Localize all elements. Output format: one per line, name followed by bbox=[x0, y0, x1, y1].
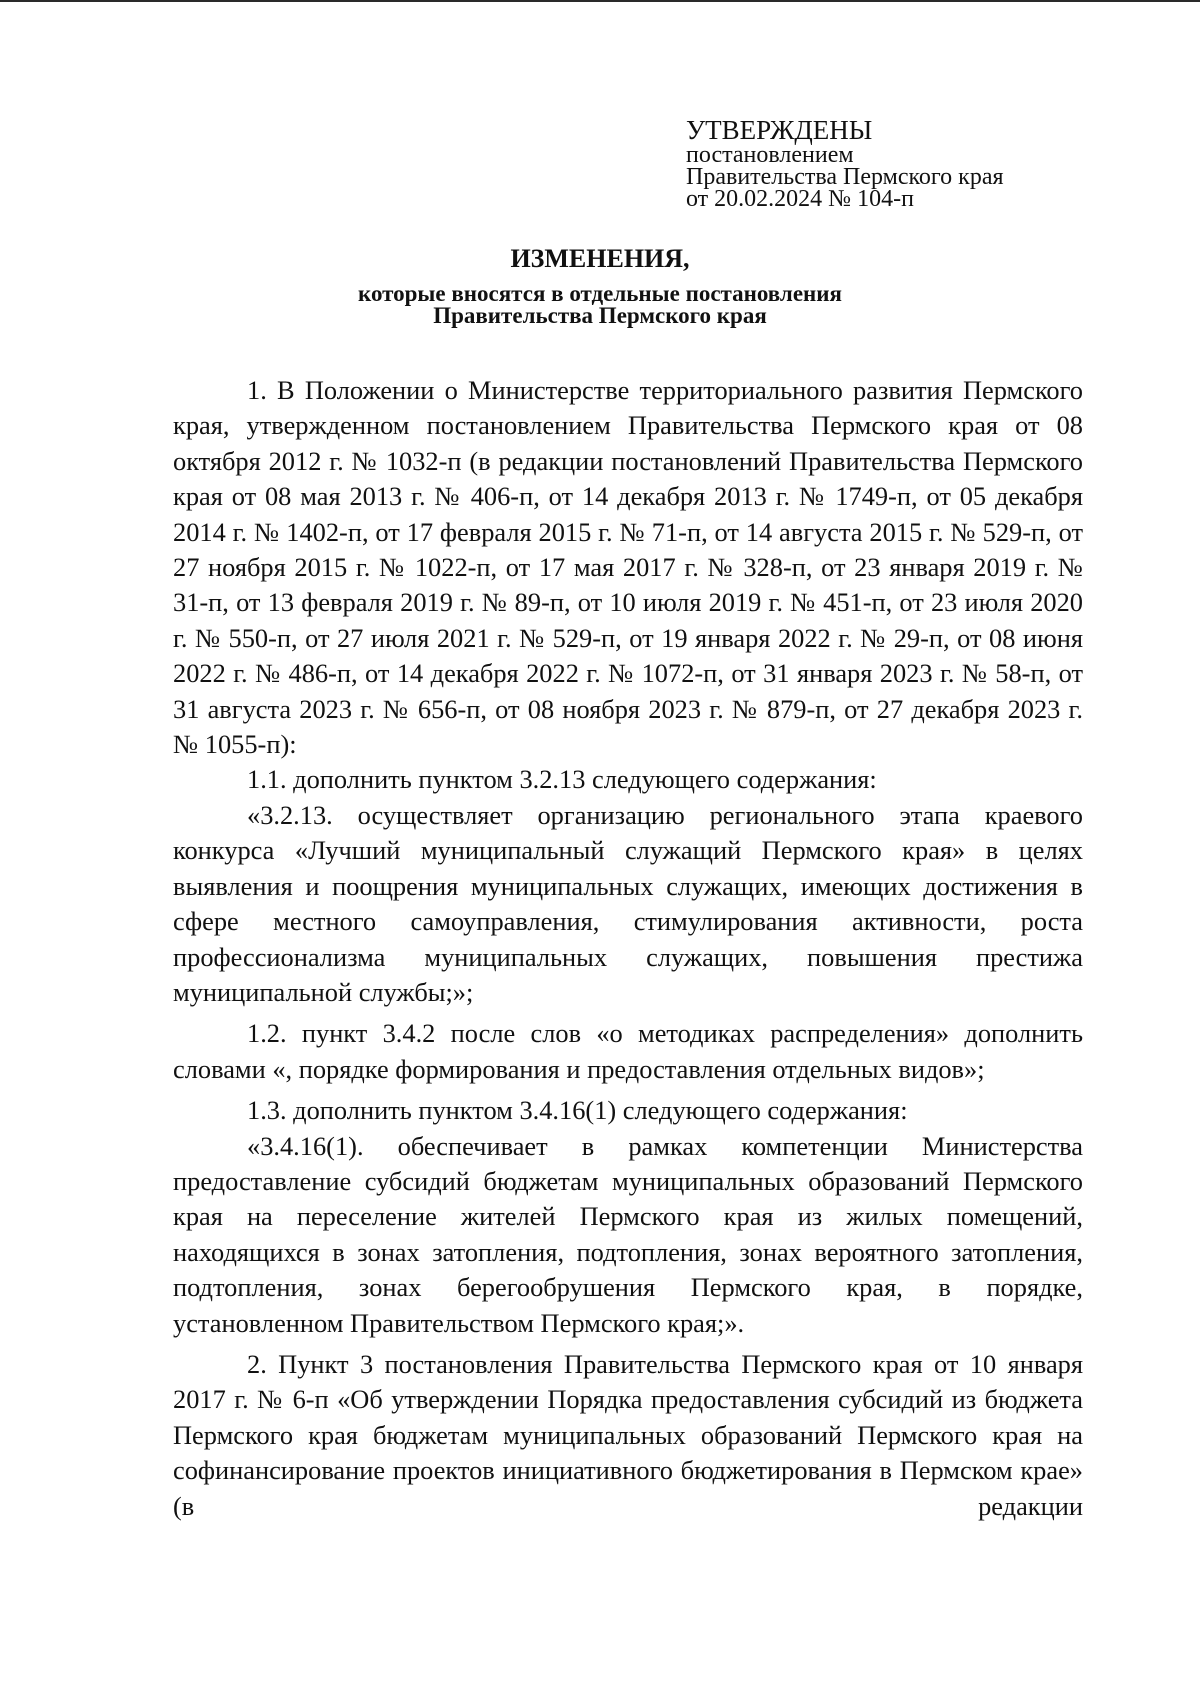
approval-line-2: Правительства Пермского края bbox=[686, 164, 1004, 190]
paragraph-1: 1. В Положении о Министерстве территориального развития Пермского края, утвержденном постановлением Правительства Пермского края от 08 октября 2012 г. № 1032-п (в редакции постановлений Правительства Пермского края от 08 мая 2013 г. № 406-п, от 14 декабря 2013 г. № 1749-п, от 05 декабря 2014 г. № 1402-п, от 17 февраля 2015 г. № 71-п, от 14 августа 2015 г. № 529-п, от 27 ноября 2015 г. № 1022-п, от 17 мая 2017 г. № 328-п, от 23 января 2019 г. № 31-п, от 13 февраля 2019 г. № 89-п, от 10 июля 2019 г. № 451-п, от 23 июля 2020 г. № 550-п, от 27 июля 2021 г. № 529-п, от 19 января 2022 г. № 29-п, от 08 июня 2022 г. № 486-п, от 14 декабря 2022 г. № 1072-п, от 31 января 2023 г. № 58-п, от 31 августа 2023 г. № 656-п, от 08 ноября 2023 г. № 879-п, от 27 декабря 2023 г. № 1055-п): bbox=[173, 375, 1083, 760]
paragraph-3-2-13: «3.2.13. осуществляет организацию регионального этапа краевого конкурса «Лучший муниципальный служащий Пермского края» в целях выявления и поощрения муниципальных служащих, имеющих достижения в сфере местного самоуправления, стимулирования активности, роста профессионализма муниципальных служащих, повышения престижа муниципальной службы;»; bbox=[173, 799, 1083, 1007]
paragraph-1-2: 1.2. пункт 3.4.2 после слов «о методиках распределения» дополнить словами «, порядке формирования и предоставления отдельных видов»; bbox=[173, 1018, 1083, 1084]
paragraph-3-4-16: «3.4.16(1). обеспечивает в рамках компетенции Министерства предоставление субсидий бюджетам муниципальных образований Пермского края на переселение жителей Пермского края из жилых помещений, находящихся в зонах затопления, подтопления, зонах вероятного затопления, подтопления, зонах берегообрушения Пермского края, в порядке, установленном Правительством Пермского края;». bbox=[173, 1130, 1083, 1338]
subtitle-line-2: Правительства Пермского края bbox=[433, 303, 767, 328]
approval-line-1: постановлением bbox=[686, 142, 854, 168]
paragraph-1-1: 1.1. дополнить пунктом 3.2.13 следующего содержания: bbox=[247, 764, 877, 795]
document-title: ИЗМЕНЕНИЯ, bbox=[510, 244, 690, 273]
document-body bbox=[173, 373, 1083, 1524]
approval-stamp bbox=[686, 116, 1004, 210]
approval-line-3: от 20.02.2024 № 104-п bbox=[686, 186, 914, 212]
paragraph-1-3: 1.3. дополнить пунктом 3.4.16(1) следующего содержания: bbox=[247, 1095, 908, 1126]
subtitle-line-1: которые вносятся в отдельные постановления bbox=[358, 281, 842, 306]
page-top-edge bbox=[0, 0, 1200, 2]
approval-title: УТВЕРЖДЕНЫ bbox=[686, 115, 873, 145]
document-subtitle bbox=[0, 283, 1200, 327]
paragraph-2: 2. Пункт 3 постановления Правительства Пермского края от 10 января 2017 г. № 6-п «Об утверждении Порядка предоставления субсидий из бюджета Пермского края бюджетам муниципальных образований Пермского края на софинансирование проектов инициативного бюджетирования в Пермском крае» (в редакции bbox=[173, 1348, 1083, 1521]
